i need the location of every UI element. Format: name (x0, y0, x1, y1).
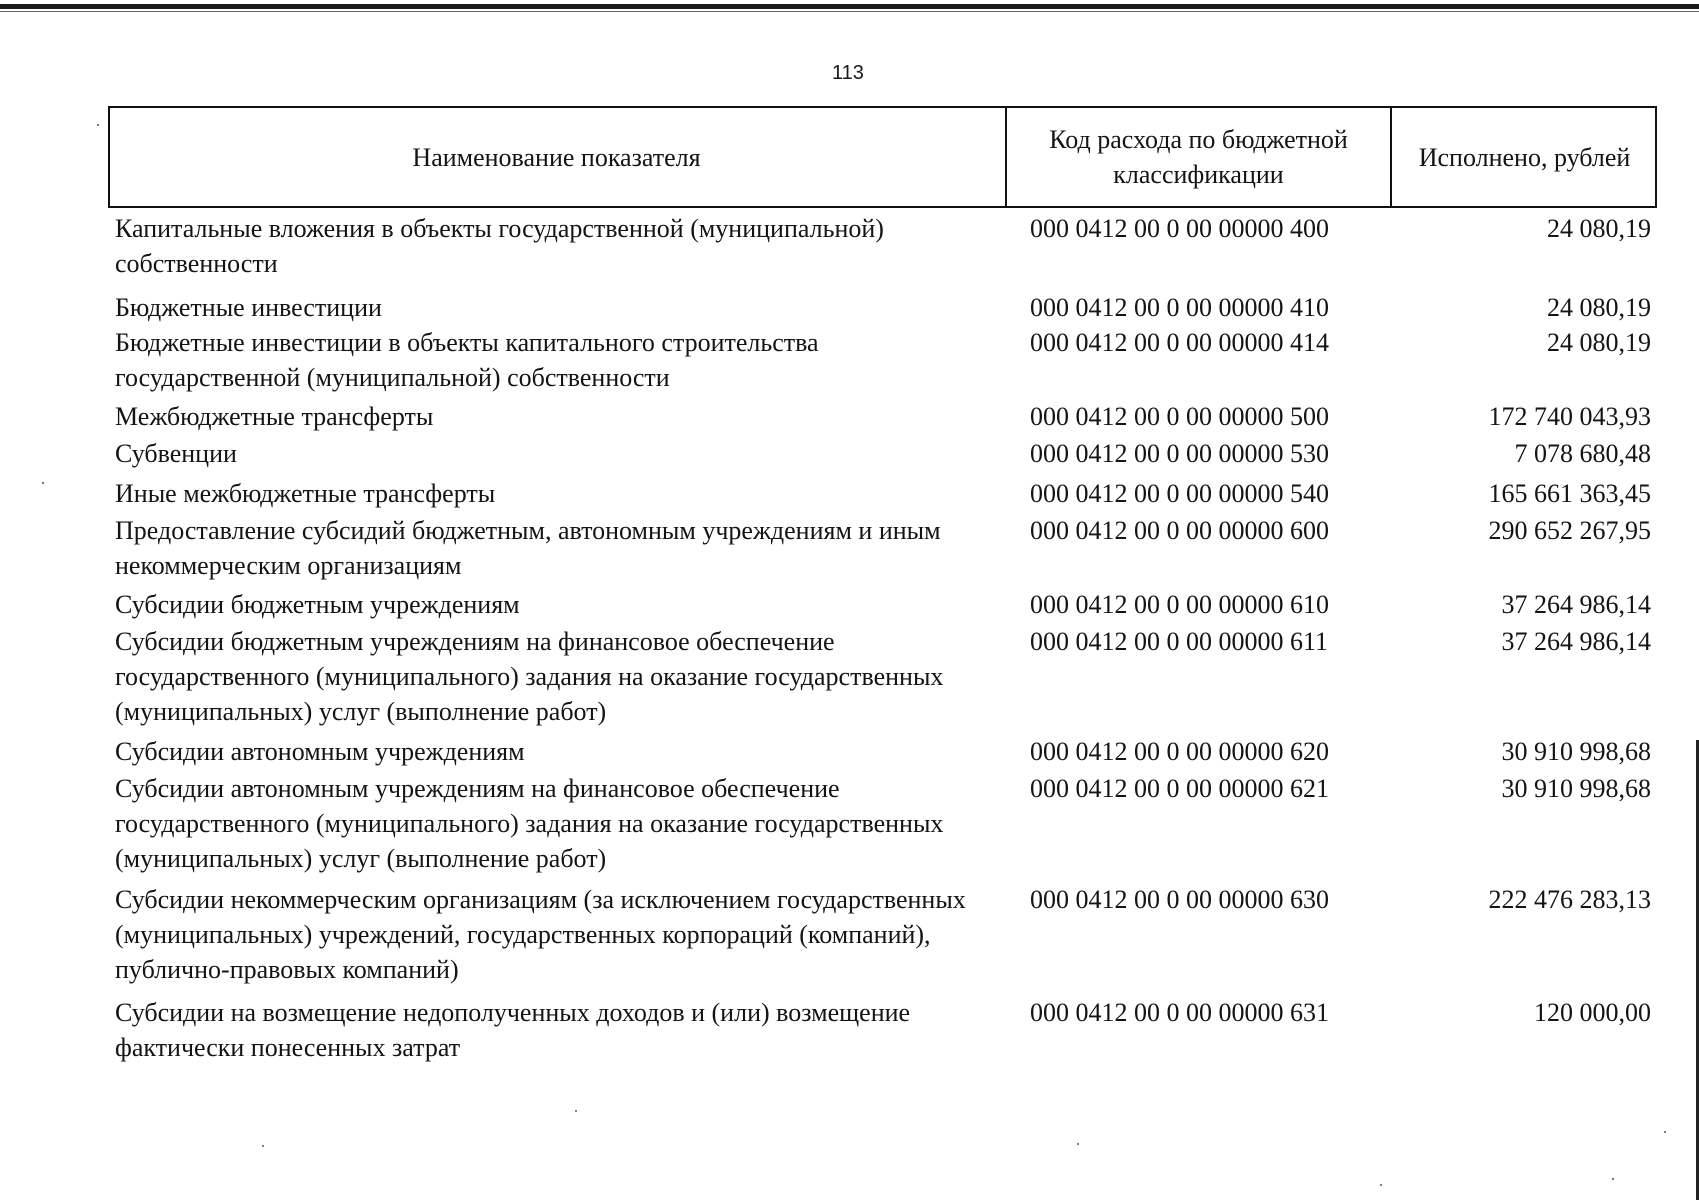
row-value: 37 264 986,14 (1501, 627, 1651, 656)
row-code: 000 0412 00 0 00 00000 540 (1030, 479, 1329, 508)
row-code: 000 0412 00 0 00 00000 630 (1030, 885, 1329, 914)
row-code: 000 0412 00 0 00 00000 414 (1030, 328, 1329, 357)
row-value: 24 080,19 (1547, 293, 1651, 322)
row-name: Бюджетные инвестиции (115, 293, 382, 322)
row-code: 000 0412 00 0 00 00000 611 (1030, 627, 1329, 656)
row-name: Субсидии автономным учреждениям на финансовое обеспечение государственного (муниципального) задания на оказание государственных (муниципальных) услуг (выполнение работ) (115, 774, 944, 873)
scan-speck (1077, 1143, 1079, 1145)
scan-speck (262, 1145, 264, 1147)
row-value: 290 652 267,95 (1488, 516, 1651, 545)
row-value: 30 910 998,68 (1501, 774, 1651, 803)
top-border-line (0, 4, 1699, 9)
row-name: Бюджетные инвестиции в объекты капитального строительства государственной (муниципальной) собственности (115, 328, 819, 392)
header-code: Код расхода по бюджетной классификации (1005, 106, 1390, 208)
row-code: 000 0412 00 0 00 00000 621 (1030, 774, 1329, 803)
row-value: 172 740 043,93 (1488, 402, 1651, 431)
scan-speck (575, 1110, 577, 1112)
row-code: 000 0412 00 0 00 00000 530 (1030, 439, 1329, 468)
row-name: Субсидии некоммерческим организациям (за исключением государственных (муниципальных) учреждений, государственных корпораций (компаний), публично-правовых компаний) (115, 885, 966, 984)
row-value: 120 000,00 (1534, 998, 1651, 1027)
row-name: Иные межбюджетные трансферты (115, 479, 496, 508)
row-code: 000 0412 00 0 00 00000 631 (1030, 998, 1329, 1027)
row-value: 7 078 680,48 (1514, 439, 1651, 468)
row-code: 000 0412 00 0 00 00000 600 (1030, 516, 1329, 545)
page-number: 113 (832, 62, 864, 84)
row-name: Субсидии на возмещение недополученных доходов и (или) возмещение фактически понесенных затрат (115, 998, 911, 1062)
row-name: Субвенции (115, 439, 237, 468)
scan-speck (1380, 1184, 1382, 1186)
header-executed: Исполнено, рублей (1390, 106, 1657, 208)
row-value: 30 910 998,68 (1501, 737, 1651, 766)
row-code: 000 0412 00 0 00 00000 620 (1030, 737, 1329, 766)
scan-speck (97, 124, 99, 126)
row-value: 24 080,19 (1547, 214, 1651, 243)
row-name: Субсидии бюджетным учреждениям на финансовое обеспечение государственного (муниципального) задания на оказание государственных (муниципальных) услуг (выполнение работ) (115, 627, 944, 726)
row-name: Капитальные вложения в объекты государственной (муниципальной) собственности (115, 214, 884, 278)
row-code: 000 0412 00 0 00 00000 500 (1030, 402, 1329, 431)
top-border-thin-line (0, 11, 1699, 12)
row-value: 24 080,19 (1547, 328, 1651, 357)
scan-speck (1612, 1178, 1614, 1180)
row-name: Субсидии бюджетным учреждениям (115, 590, 520, 619)
row-value: 37 264 986,14 (1501, 590, 1651, 619)
row-name: Субсидии автономным учреждениям (115, 737, 525, 766)
row-name: Межбюджетные трансферты (115, 402, 434, 431)
scan-speck (1664, 1131, 1666, 1133)
table-header (108, 106, 1657, 208)
row-code: 000 0412 00 0 00 00000 410 (1030, 293, 1329, 322)
row-code: 000 0412 00 0 00 00000 610 (1030, 590, 1329, 619)
row-name: Предоставление субсидий бюджетным, автономным учреждениям и иным некоммерческим организациям (115, 516, 941, 580)
header-name: Наименование показателя (412, 142, 701, 172)
row-value: 222 476 283,13 (1488, 885, 1651, 914)
row-code: 000 0412 00 0 00 00000 400 (1030, 214, 1329, 243)
scan-speck (42, 482, 44, 484)
row-value: 165 661 363,45 (1488, 479, 1651, 508)
